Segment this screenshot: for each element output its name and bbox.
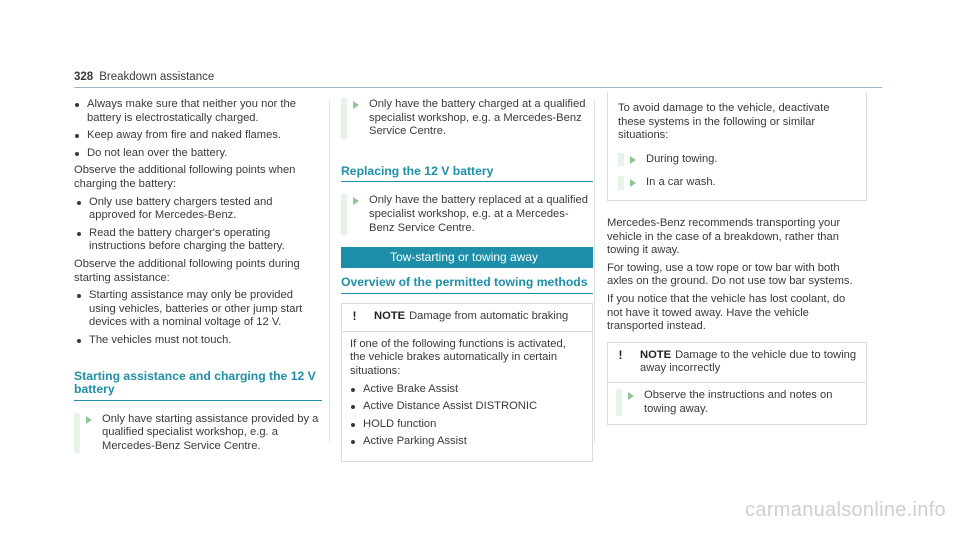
bullet-icon: [77, 294, 81, 298]
list-item: Keep away from fire and naked flames.: [74, 129, 322, 143]
column-2: [341, 98, 593, 462]
note-box-automatic-braking: [341, 303, 593, 462]
warning-icon: !: [618, 347, 623, 362]
step-bar: [618, 176, 624, 190]
note-body: [608, 382, 866, 424]
list-item: HOLD function: [350, 418, 584, 432]
bullet-list-starting: [76, 289, 322, 347]
step-observe-instructions: Observe the instructions and notes on towing away.: [616, 389, 858, 416]
note-header: [342, 304, 592, 325]
note-label: NOTE: [640, 348, 672, 361]
bullet-icon: [75, 134, 79, 138]
list-item: Active Parking Assist: [350, 435, 584, 449]
step-arrow-icon: [353, 101, 359, 109]
bullet-icon: [75, 152, 79, 156]
bullet-icon: [77, 201, 81, 205]
bullet-icon: [77, 339, 81, 343]
heading-starting-assistance: Starting assistance and charging the 12 V battery: [74, 370, 322, 401]
note-label: NOTE: [374, 309, 406, 322]
step-during-towing: During towing.: [618, 153, 858, 167]
step-car-wash: In a car wash.: [618, 176, 858, 190]
towing-paragraphs: [607, 217, 861, 334]
step-arrow-icon: [86, 416, 92, 424]
step-bar: [74, 413, 80, 454]
header-divider: [74, 87, 882, 88]
paragraph-coolant: If you notice that the vehicle has lost coolant, do not have it towed away. Have the vehicle transported instead.: [607, 292, 846, 333]
note-header: [608, 343, 866, 376]
list-item: Always make sure that neither you nor the battery is electrostatically charged.: [74, 98, 322, 125]
column-3: [607, 92, 867, 425]
list-item: Do not lean over the battery.: [74, 147, 322, 161]
step-bar: [618, 153, 624, 167]
list-item: Active Distance Assist DISTRONIC: [350, 400, 584, 414]
step-arrow-icon: [630, 156, 636, 164]
section-title: Breakdown assistance: [99, 71, 215, 83]
step-battery-replaced: Only have the battery replaced at a qualified specialist workshop, e.g. at a Mercedes-Benz Service Centre.: [341, 194, 593, 235]
step-battery-charged: Only have the battery charged at a qualified specialist workshop, e.g. a Mercedes-Benz Service Centre.: [341, 98, 593, 139]
list-item: Only use battery chargers tested and approved for Mercedes-Benz.: [76, 196, 322, 223]
list-item: The vehicles must not touch.: [76, 334, 322, 348]
step-bar: [616, 389, 622, 416]
bullet-icon: [351, 388, 355, 392]
column-divider: [329, 100, 330, 442]
step-bar: [341, 98, 347, 139]
bullet-list-systems: [350, 383, 584, 449]
page-number: 328: [74, 71, 94, 83]
note-continuation-box: [607, 92, 867, 201]
bullet-icon: [351, 440, 355, 444]
step-arrow-icon: [353, 197, 359, 205]
bullet-icon: [351, 405, 355, 409]
step-arrow-icon: [628, 392, 634, 400]
paragraph-observe-starting: Observe the additional following points during starting assistance:: [74, 257, 300, 284]
watermark-text: carmanualsonline.info: [745, 499, 946, 521]
page-header: [74, 71, 214, 85]
list-item: Active Brake Assist: [350, 383, 584, 397]
note-text: If one of the following functions is activated, the vehicle brakes automatically in certain situations:: [350, 337, 566, 377]
paragraph-observe-charging: Observe the additional following points when charging the battery:: [74, 164, 296, 190]
bullet-icon: [77, 232, 81, 236]
intro-text: To avoid damage to the vehicle, deactivate these systems in the following or similar situations:: [618, 102, 830, 142]
column-divider: [594, 100, 595, 442]
bullet-list-charging: [76, 196, 322, 254]
step-starting-assistance: Only have starting assistance provided by a qualified specialist workshop, e.g. a Mercedes-Benz Service Centre.: [74, 413, 322, 454]
note-box-towing: [607, 342, 867, 425]
step-bar: [341, 194, 347, 235]
column-1: [74, 98, 322, 453]
note-title: Damage from automatic braking: [409, 309, 569, 322]
heading-towing-methods: Overview of the permitted towing methods: [341, 276, 593, 294]
list-item: Read the battery charger's operating instructions before charging the battery.: [76, 227, 322, 254]
paragraph-towing: For towing, use a tow rope or tow bar with both axles on the ground. Do not use tow bar systems.: [607, 261, 853, 288]
note-title: Damage to the vehicle due to towing away incorrectly: [640, 348, 857, 375]
step-arrow-icon: [630, 179, 636, 187]
warning-icon: !: [352, 308, 357, 323]
bullet-icon: [75, 103, 79, 107]
note-body: [342, 331, 592, 461]
bullet-list-safety: [74, 98, 322, 160]
bullet-icon: [351, 423, 355, 427]
list-item: Starting assistance may only be provided using vehicles, batteries or other jump start devices with a nominal voltage of 12 V.: [76, 289, 322, 330]
paragraph-recommend: Mercedes-Benz recommends transporting your vehicle in the case of a breakdown, rather than towing it away.: [607, 216, 841, 257]
heading-replacing-battery: Replacing the 12 V battery: [341, 165, 593, 183]
banner-tow-starting: Tow-starting or towing away: [341, 247, 593, 268]
